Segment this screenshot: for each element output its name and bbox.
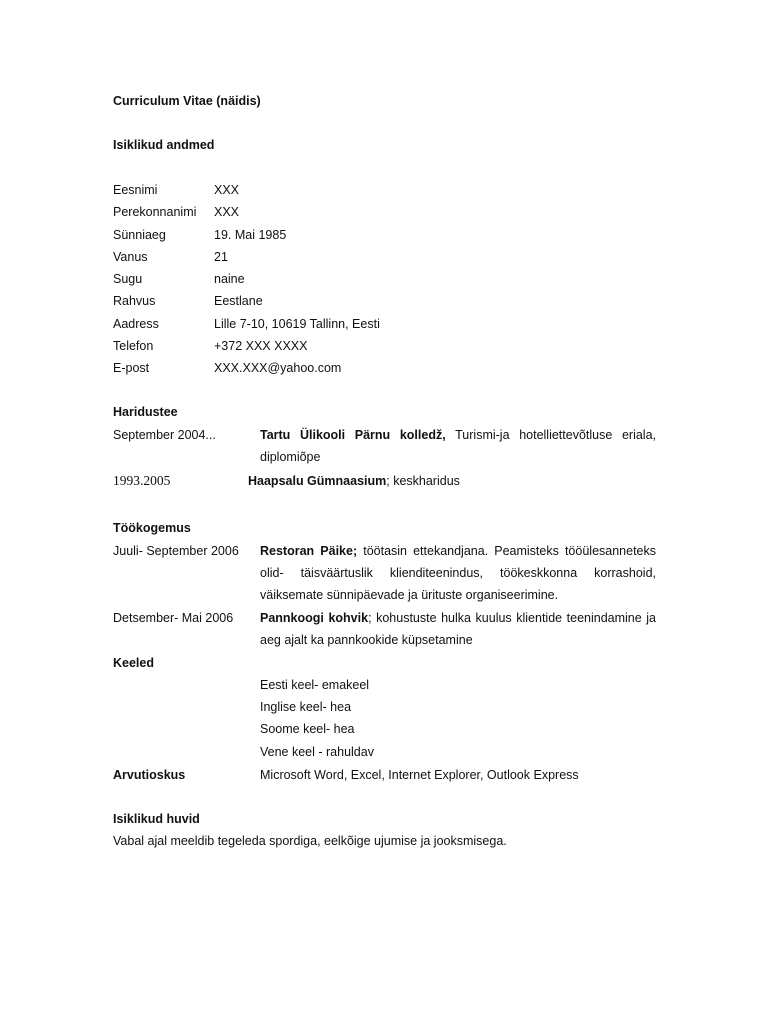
personal-value: 21 bbox=[214, 250, 228, 264]
computer-heading: Arvutioskus bbox=[113, 768, 186, 782]
personal-heading: Isiklikud andmed bbox=[113, 138, 215, 152]
personal-label: E-post bbox=[113, 361, 150, 375]
school-name: Haapsalu Gümnaasium bbox=[248, 474, 387, 488]
work-detail-cont: väiksemate sünnipäevade ja ürituste organiseerimine. bbox=[260, 588, 559, 602]
personal-label: Aadress bbox=[113, 317, 159, 331]
personal-label: Perekonnanimi bbox=[113, 205, 197, 219]
work-detail: töötasin ettekandjana. Peamisteks tööülesanneteks bbox=[363, 544, 656, 558]
language-item: Eesti keel- emakeel bbox=[260, 678, 370, 692]
work-detail-cont: aeg ajalt ka pannkookide küpsetamine bbox=[260, 633, 473, 647]
document-title: Curriculum Vitae (näidis) bbox=[113, 94, 261, 108]
education-heading: Haridustee bbox=[113, 405, 178, 419]
personal-label: Sugu bbox=[113, 272, 143, 286]
education-entry-line bbox=[248, 473, 460, 489]
personal-label: Telefon bbox=[113, 339, 154, 353]
employer-name: Restoran Päike; bbox=[260, 544, 358, 558]
personal-value: Lille 7-10, 10619 Tallinn, Eesti bbox=[214, 317, 380, 331]
education-detail-cont: diplomiõpe bbox=[260, 450, 321, 464]
education-date: 1993.2005 bbox=[113, 473, 171, 488]
school-name: Tartu Ülikooli Pärnu kolledž, bbox=[260, 428, 446, 442]
language-item: Soome keel- hea bbox=[260, 722, 355, 736]
personal-label: Eesnimi bbox=[113, 183, 158, 197]
interests-heading: Isiklikud huvid bbox=[113, 812, 200, 826]
work-detail-cont: olid- täisväärtuslik klienditeenindus, töökeskkonna korrashoid, bbox=[260, 566, 656, 580]
work-heading: Töökogemus bbox=[113, 521, 191, 535]
work-date: Juuli- September 2006 bbox=[113, 544, 239, 558]
education-detail: ; keskharidus bbox=[386, 474, 460, 488]
computer-skills: Microsoft Word, Excel, Internet Explorer, Outlook Express bbox=[260, 768, 579, 782]
personal-value: 19. Mai 1985 bbox=[214, 228, 287, 242]
personal-value: naine bbox=[214, 272, 245, 286]
work-entry-line bbox=[260, 543, 656, 559]
personal-label: Vanus bbox=[113, 250, 148, 264]
interests-text: Vabal ajal meeldib tegeleda spordiga, eelkõige ujumise ja jooksmisega. bbox=[113, 834, 507, 848]
work-date: Detsember- Mai 2006 bbox=[113, 611, 234, 625]
education-date: September 2004... bbox=[113, 428, 216, 442]
personal-value: XXX bbox=[214, 183, 240, 197]
languages-heading: Keeled bbox=[113, 656, 154, 670]
personal-label: Rahvus bbox=[113, 294, 156, 308]
employer-name: Pannkoogi kohvik bbox=[260, 611, 369, 625]
personal-value: Eestlane bbox=[214, 294, 263, 308]
education-entry-line bbox=[260, 427, 656, 443]
work-detail: ; kohustuste hulka kuulus klientide teenindamine ja bbox=[368, 611, 656, 625]
work-entry-line bbox=[260, 610, 656, 626]
education-detail: Turismi-ja hotelliettevõtluse eriala, bbox=[455, 428, 657, 442]
language-item: Inglise keel- hea bbox=[260, 700, 352, 714]
email-value: XXX.XXX@yahoo.com bbox=[214, 361, 342, 375]
personal-value: +372 XXX XXXX bbox=[214, 339, 308, 353]
language-item: Vene keel - rahuldav bbox=[260, 745, 374, 759]
personal-value: XXX bbox=[214, 205, 240, 219]
personal-label: Sünniaeg bbox=[113, 228, 166, 242]
